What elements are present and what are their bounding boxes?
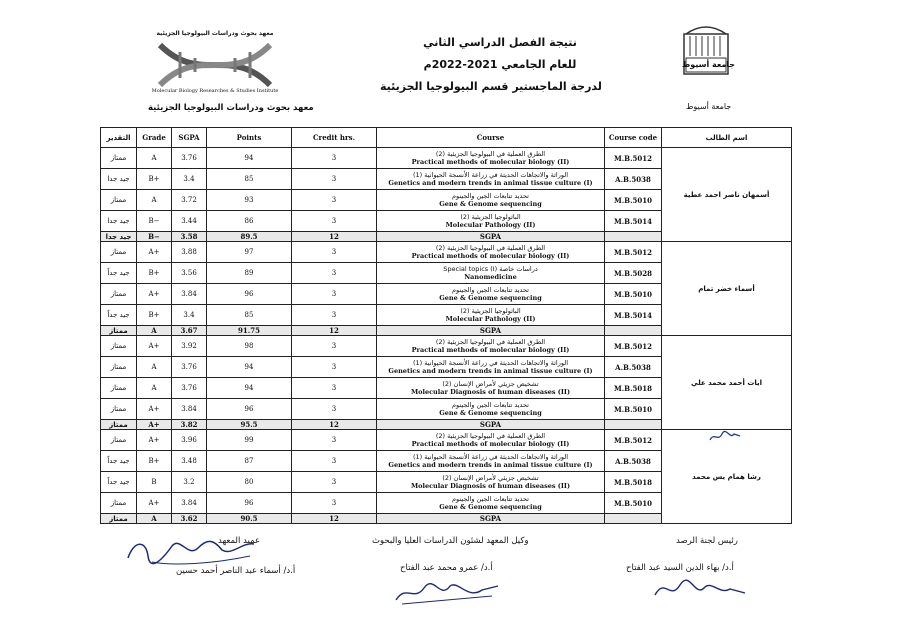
course-cell	[377, 493, 605, 514]
course-row	[101, 242, 792, 263]
summary-credit: 12	[292, 420, 377, 430]
summary-label: SGPA	[377, 326, 605, 336]
summary-grade: A+	[137, 420, 172, 430]
sig-middle-title: وكيل المعهد لشئون الدراسات العليا والبحوث	[372, 536, 529, 546]
sgpa-cell: 3.84	[172, 399, 207, 420]
sig-right-name: أ.د/ بهاء الدين السيد عبد الفتاح	[626, 563, 734, 573]
course-name-en: Molecular Pathology (II)	[445, 221, 536, 229]
grade-cell: B+	[137, 305, 172, 326]
credit-cell: 3	[292, 169, 377, 190]
course-name-en: Genetics and modern trends in animal tissue culture (I)	[388, 461, 593, 469]
course-name-en: Practical methods of molecular biology (II)	[411, 158, 570, 166]
credit-cell: 3	[292, 305, 377, 326]
summary-label: SGPA	[377, 514, 605, 524]
sig-left-name: أ.د/ أسماء عبد الناصر أحمد حسين	[176, 566, 296, 576]
course-name-en: Molecular Diagnosis of human diseases (II)	[410, 388, 571, 396]
grade-cell: B+	[137, 451, 172, 472]
course-cell	[377, 148, 605, 169]
course-cell	[377, 211, 605, 232]
credit-cell: 3	[292, 284, 377, 305]
logo-english-text: Molecular Biology Researches & Studies Institute	[151, 88, 279, 94]
summary-code-empty	[605, 514, 662, 524]
summary-points: 95.5	[207, 420, 292, 430]
credit-cell: 3	[292, 211, 377, 232]
course-name-ar: الطرق العملية في البيولوجيا الجزيئية (2)	[435, 338, 546, 346]
course-name-ar: تحديد تتابعات الجين والجينوم	[452, 286, 529, 294]
points-cell: 96	[207, 493, 292, 514]
logo-university-text: جامعة أسيوط	[682, 60, 736, 69]
points-cell: 89	[207, 263, 292, 284]
course-cell	[377, 305, 605, 326]
course-name-ar: Special topics (I) دراسات خاصة	[443, 265, 538, 273]
university-logo	[676, 22, 736, 92]
student-name: رشا همام يس محمد	[662, 430, 792, 524]
summary-points: 90.5	[207, 514, 292, 524]
course-cell	[377, 357, 605, 378]
table-header-row	[101, 128, 792, 148]
sgpa-cell: 3.84	[172, 284, 207, 305]
course-name-en: Gene & Genome sequencing	[439, 409, 542, 417]
course-name-ar: الوراثة والاتجاهات الحديثة في زراعة الأنسجة الحيوانية (1)	[412, 171, 569, 179]
summary-sgpa: 3.58	[172, 232, 207, 242]
rating-cell: جيد جداً	[101, 472, 137, 493]
summary-rating: جيد جدا	[101, 232, 137, 242]
rating-cell: جيد جداً	[101, 263, 137, 284]
summary-rating: ممتاز	[101, 420, 137, 430]
summary-sgpa: 3.62	[172, 514, 207, 524]
rating-cell: جيد جداً	[101, 451, 137, 472]
course-cell	[377, 336, 605, 357]
course-name-ar: تشخيص جزيئي لأمراض الإنسان (2)	[442, 380, 539, 388]
credit-cell: 3	[292, 263, 377, 284]
rating-cell: ممتاز	[101, 190, 137, 211]
course-cell	[377, 399, 605, 420]
course-name-ar: تحديد تتابعات الجين والجينوم	[452, 192, 529, 200]
rating-cell: ممتاز	[101, 336, 137, 357]
course-cell	[377, 472, 605, 493]
credit-cell: 3	[292, 451, 377, 472]
grade-cell: A+	[137, 242, 172, 263]
sig-right-title: رئيس لجنة الرصد	[676, 536, 738, 546]
sgpa-cell: 3.44	[172, 211, 207, 232]
credit-cell: 3	[292, 148, 377, 169]
sgpa-cell: 3.88	[172, 242, 207, 263]
course-name-en: Molecular Pathology (II)	[445, 315, 536, 323]
logo-institute-text: معهد بحوث ودراسات البيولوجيا الجزيئية	[156, 30, 274, 37]
credit-cell: 3	[292, 493, 377, 514]
dna-logo-icon	[140, 40, 290, 90]
course-row	[101, 430, 792, 451]
summary-sgpa: 3.82	[172, 420, 207, 430]
summary-points: 91.75	[207, 326, 292, 336]
course-code-cell: A.B.5038	[605, 451, 662, 472]
university-emblem-icon	[676, 22, 736, 92]
rating-cell: جيد جدا	[101, 211, 137, 232]
course-name-ar: الطرق العملية في البيولوجيا الجزيئية (2)	[435, 150, 546, 158]
rating-cell: ممتاز	[101, 148, 137, 169]
points-cell: 80	[207, 472, 292, 493]
course-name-ar: تحديد تتابعات الجين والجينوم	[452, 495, 529, 503]
sgpa-cell: 3.96	[172, 430, 207, 451]
grade-cell: B+	[137, 263, 172, 284]
rating-cell: ممتاز	[101, 399, 137, 420]
summary-credit: 12	[292, 326, 377, 336]
rating-cell: ممتاز	[101, 378, 137, 399]
summary-rating: ممتاز	[101, 326, 137, 336]
summary-sgpa: 3.67	[172, 326, 207, 336]
credit-cell: 3	[292, 336, 377, 357]
course-code-cell: M.B.5012	[605, 242, 662, 263]
course-cell	[377, 284, 605, 305]
credit-cell: 3	[292, 472, 377, 493]
grade-cell: B+	[137, 169, 172, 190]
summary-code-empty	[605, 326, 662, 336]
points-cell: 99	[207, 430, 292, 451]
sgpa-cell: 3.72	[172, 190, 207, 211]
course-cell	[377, 263, 605, 284]
credit-cell: 3	[292, 357, 377, 378]
course-name-ar: تحديد تتابعات الجين والجينوم	[452, 401, 529, 409]
course-code-cell: M.B.5010	[605, 399, 662, 420]
course-name-ar: الباثولوجيا الجزيئية (2)	[460, 307, 521, 315]
course-name-en: Nanomedicine	[464, 273, 517, 281]
course-name-ar: الوراثة والاتجاهات الحديثة في زراعة الأنسجة الحيوانية (1)	[412, 453, 569, 461]
course-cell	[377, 430, 605, 451]
course-name-ar: تشخيص جزيئي لأمراض الإنسان (2)	[442, 474, 539, 482]
course-cell	[377, 378, 605, 399]
course-name-ar: الطرق العملية في البيولوجيا الجزيئية (2)	[435, 432, 546, 440]
summary-label: SGPA	[377, 420, 605, 430]
col-rating-ar: التقدير	[101, 128, 137, 148]
grade-cell: B−	[137, 211, 172, 232]
col-sgpa: SGPA	[172, 128, 207, 148]
institute-logo	[140, 30, 290, 98]
course-cell	[377, 242, 605, 263]
col-points: Points	[207, 128, 292, 148]
col-grade: Grade	[137, 128, 172, 148]
col-student: اسم الطالب	[662, 128, 792, 148]
grade-cell: A+	[137, 493, 172, 514]
credit-cell: 3	[292, 399, 377, 420]
table-body	[101, 148, 792, 524]
course-code-cell: M.B.5014	[605, 305, 662, 326]
university-name: جامعة أسيوط	[686, 102, 732, 111]
course-code-cell: M.B.5018	[605, 378, 662, 399]
course-code-cell: M.B.5018	[605, 472, 662, 493]
grade-cell: B	[137, 472, 172, 493]
course-name-en: Practical methods of molecular biology (II)	[411, 252, 570, 260]
sig-middle-name: أ.د/ عمرو محمد عبد الفتاح	[400, 563, 493, 573]
course-code-cell: M.B.5012	[605, 430, 662, 451]
course-code-cell: M.B.5010	[605, 284, 662, 305]
grade-cell: A	[137, 148, 172, 169]
signature-left	[122, 530, 262, 570]
points-cell: 96	[207, 284, 292, 305]
course-cell	[377, 451, 605, 472]
course-code-cell: A.B.5038	[605, 357, 662, 378]
points-cell: 93	[207, 190, 292, 211]
grade-cell: A+	[137, 430, 172, 451]
course-name-en: Genetics and modern trends in animal tissue culture (I)	[388, 179, 593, 187]
points-cell: 94	[207, 148, 292, 169]
summary-grade: A	[137, 326, 172, 336]
credit-cell: 3	[292, 190, 377, 211]
points-cell: 94	[207, 357, 292, 378]
student-name: ايات أحمد محمد علي	[662, 336, 792, 430]
course-code-cell: M.B.5012	[605, 336, 662, 357]
points-cell: 98	[207, 336, 292, 357]
summary-credit: 12	[292, 514, 377, 524]
rating-cell: ممتاز	[101, 242, 137, 263]
academic-year: للعام الجامعي 2021-2022م	[423, 58, 577, 71]
summary-code-empty	[605, 232, 662, 242]
grade-cell: A	[137, 190, 172, 211]
rating-cell: ممتاز	[101, 493, 137, 514]
grade-cell: A+	[137, 284, 172, 305]
sgpa-cell: 3.76	[172, 357, 207, 378]
sig-left-title: عميد المعهد	[218, 536, 261, 546]
points-cell: 96	[207, 399, 292, 420]
rating-cell: ممتاز	[101, 430, 137, 451]
credit-cell: 3	[292, 430, 377, 451]
course-cell	[377, 169, 605, 190]
summary-label: SGPA	[377, 232, 605, 242]
course-name-ar: الطرق العملية في البيولوجيا الجزيئية (2)	[435, 244, 546, 252]
summary-points: 89.5	[207, 232, 292, 242]
rating-cell: ممتاز	[101, 357, 137, 378]
rating-cell: ممتاز	[101, 284, 137, 305]
rating-cell: جيد جدا	[101, 169, 137, 190]
student-name: أسمهان ناصر احمد عطية	[662, 148, 792, 242]
signature-middle	[392, 578, 502, 608]
results-table	[100, 127, 792, 524]
credit-cell: 3	[292, 242, 377, 263]
signature-right	[650, 575, 750, 605]
course-code-cell: A.B.5038	[605, 169, 662, 190]
sgpa-cell: 3.84	[172, 493, 207, 514]
col-credit: Credit hrs.	[292, 128, 377, 148]
course-name-ar: الوراثة والاتجاهات الحديثة في زراعة الأنسجة الحيوانية (1)	[412, 359, 569, 367]
points-cell: 87	[207, 451, 292, 472]
course-name-en: Genetics and modern trends in animal tissue culture (I)	[388, 367, 593, 375]
grade-cell: A+	[137, 336, 172, 357]
summary-rating: ممتاز	[101, 514, 137, 524]
col-code: Course code	[605, 128, 662, 148]
student-name: أسماء خضر تمام	[662, 242, 792, 336]
summary-grade: A	[137, 514, 172, 524]
grade-cell: A	[137, 378, 172, 399]
summary-code-empty	[605, 420, 662, 430]
sgpa-cell: 3.76	[172, 378, 207, 399]
course-name-ar: الباثولوجيا الجزيئية (2)	[460, 213, 521, 221]
result-title: نتيجة الفصل الدراسي الثاني	[423, 36, 577, 49]
sgpa-cell: 3.48	[172, 451, 207, 472]
points-cell: 86	[207, 211, 292, 232]
credit-cell: 3	[292, 378, 377, 399]
course-code-cell: M.B.5012	[605, 148, 662, 169]
sgpa-cell: 3.56	[172, 263, 207, 284]
institute-name: معهد بحوث ودراسات البيولوجيا الجزيئية	[148, 103, 314, 113]
course-code-cell: M.B.5010	[605, 493, 662, 514]
summary-grade: B−	[137, 232, 172, 242]
course-name-en: Gene & Genome sequencing	[439, 200, 542, 208]
sgpa-cell: 3.4	[172, 169, 207, 190]
grade-cell: A	[137, 357, 172, 378]
course-code-cell: M.B.5010	[605, 190, 662, 211]
points-cell: 94	[207, 378, 292, 399]
course-name-en: Practical methods of molecular biology (II)	[411, 440, 570, 448]
course-row	[101, 148, 792, 169]
points-cell: 85	[207, 305, 292, 326]
points-cell: 97	[207, 242, 292, 263]
sgpa-cell: 3.92	[172, 336, 207, 357]
sgpa-cell: 3.76	[172, 148, 207, 169]
course-code-cell: M.B.5014	[605, 211, 662, 232]
sgpa-cell: 3.4	[172, 305, 207, 326]
course-cell	[377, 190, 605, 211]
course-name-en: Gene & Genome sequencing	[439, 503, 542, 511]
summary-credit: 12	[292, 232, 377, 242]
course-name-en: Gene & Genome sequencing	[439, 294, 542, 302]
course-code-cell: M.B.5028	[605, 263, 662, 284]
points-cell: 85	[207, 169, 292, 190]
rating-cell: جيد جداً	[101, 305, 137, 326]
col-course: Course	[377, 128, 605, 148]
course-name-en: Molecular Diagnosis of human diseases (II)	[410, 482, 571, 490]
degree-department: لدرجة الماجستير قسم البيولوجيا الجزيئية	[380, 80, 602, 93]
course-row	[101, 336, 792, 357]
grade-cell: A+	[137, 399, 172, 420]
sgpa-cell: 3.2	[172, 472, 207, 493]
course-name-en: Practical methods of molecular biology (II)	[411, 346, 570, 354]
student-signature-mark	[708, 430, 742, 444]
